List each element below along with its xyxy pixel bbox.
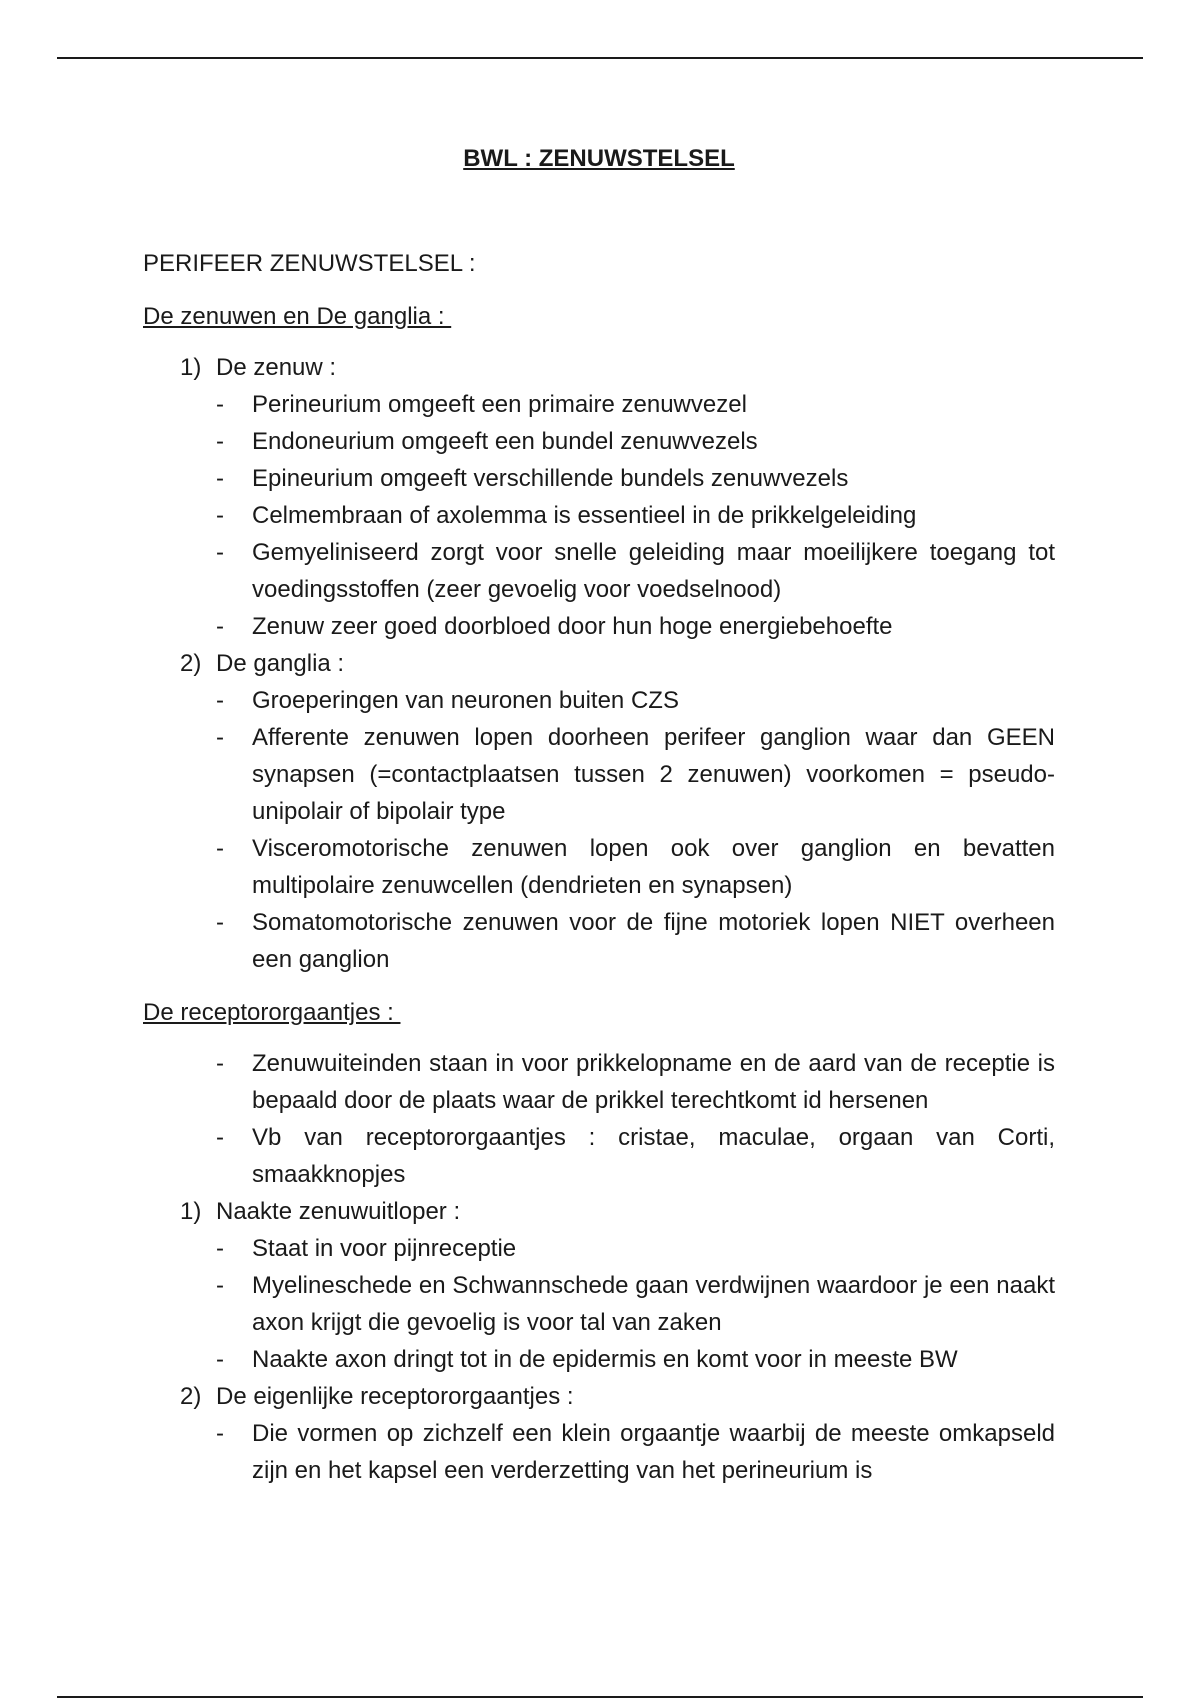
list-item: - Naakte axon dringt tot in de epidermis en komt voor in meeste BW bbox=[216, 1341, 1055, 1378]
section-heading-zenuwen-ganglia: De zenuwen en De ganglia : bbox=[143, 303, 452, 330]
item-label: De zenuw : bbox=[216, 354, 337, 381]
bullet-list-receptor-intro bbox=[143, 1045, 1055, 1193]
dash-marker: - bbox=[216, 1124, 224, 1151]
dash-marker: - bbox=[216, 539, 224, 566]
document-title: BWL : ZENUWSTELSEL bbox=[463, 145, 735, 172]
dash-marker: - bbox=[216, 613, 224, 640]
list-item: - Staat in voor pijnreceptie bbox=[216, 1230, 1055, 1267]
dash-marker: - bbox=[216, 687, 224, 714]
item-label: Naakte zenuwuitloper : bbox=[216, 1198, 461, 1225]
item-label: De ganglia : bbox=[216, 650, 345, 677]
list-item: - Somatomotorische zenuwen voor de fijne motoriek lopen NIET overheen een ganglion bbox=[216, 904, 1055, 978]
main-heading: PERIFEER ZENUWSTELSEL : bbox=[143, 250, 476, 277]
dash-marker: - bbox=[216, 502, 224, 529]
item-number: 2) bbox=[180, 1383, 202, 1410]
dash-marker: - bbox=[216, 1235, 224, 1262]
document-page bbox=[143, 140, 1055, 1489]
bullet-list-naakte-zenuwuitloper bbox=[143, 1230, 1055, 1378]
dash-marker: - bbox=[216, 1420, 224, 1447]
bullet-list-zenuw bbox=[143, 386, 1055, 645]
dash-marker: - bbox=[216, 835, 224, 862]
list-item: - Vb van receptororgaantjes : cristae, maculae, orgaan van Corti, smaakknopjes bbox=[216, 1119, 1055, 1193]
list-item: - Zenuw zeer goed doorbloed door hun hoge energiebehoefte bbox=[216, 608, 1055, 645]
dash-marker: - bbox=[216, 1272, 224, 1299]
numbered-item-ganglia bbox=[180, 645, 1055, 682]
list-item: - Epineurium omgeeft verschillende bundels zenuwvezels bbox=[216, 460, 1055, 497]
bullet-list-ganglia bbox=[143, 682, 1055, 978]
list-item: - Perineurium omgeeft een primaire zenuwvezel bbox=[216, 386, 1055, 423]
dash-marker: - bbox=[216, 391, 224, 418]
dash-marker: - bbox=[216, 1050, 224, 1077]
dash-marker: - bbox=[216, 465, 224, 492]
item-number: 1) bbox=[180, 354, 202, 381]
item-number: 1) bbox=[180, 1198, 202, 1225]
list-item: - Die vormen op zichzelf een klein orgaantje waarbij de meeste omkapseld zijn en het kapsel een verderzetting van het perineurium is bbox=[216, 1415, 1055, 1489]
list-item: - Groeperingen van neuronen buiten CZS bbox=[216, 682, 1055, 719]
list-item: - Gemyeliniseerd zorgt voor snelle geleiding maar moeilijkere toegang tot voedingsstoffen (zeer gevoelig voor voedselnood) bbox=[216, 534, 1055, 608]
list-item: - Zenuwuiteinden staan in voor prikkelopname en de aard van de receptie is bepaald door de plaats waar de prikkel terechtkomt id hersenen bbox=[216, 1045, 1055, 1119]
list-item: - Afferente zenuwen lopen doorheen perifeer ganglion waar dan GEEN synapsen (=contactplaatsen tussen 2 zenuwen) voorkomen = pseudo-unipolair of bipolair type bbox=[216, 719, 1055, 830]
numbered-item-zenuw bbox=[180, 349, 1055, 386]
dash-marker: - bbox=[216, 1346, 224, 1373]
list-item: - Endoneurium omgeeft een bundel zenuwvezels bbox=[216, 423, 1055, 460]
top-rule bbox=[57, 57, 1143, 59]
section-heading-receptororgaantjes: De receptororgaantjes : bbox=[143, 999, 401, 1026]
numbered-item-naakte-zenuwuitloper bbox=[180, 1193, 1055, 1230]
bullet-list-eigenlijke-receptororgaantjes bbox=[143, 1415, 1055, 1489]
numbered-item-eigenlijke-receptororgaantjes bbox=[180, 1378, 1055, 1415]
list-item: - Myelineschede en Schwannschede gaan verdwijnen waardoor je een naakt axon krijgt die gevoelig is voor tal van zaken bbox=[216, 1267, 1055, 1341]
list-item: - Visceromotorische zenuwen lopen ook over ganglion en bevatten multipolaire zenuwcellen (dendrieten en synapsen) bbox=[216, 830, 1055, 904]
bottom-rule bbox=[57, 1696, 1143, 1698]
dash-marker: - bbox=[216, 724, 224, 751]
item-number: 2) bbox=[180, 650, 202, 677]
item-label: De eigenlijke receptororgaantjes : bbox=[216, 1383, 574, 1410]
dash-marker: - bbox=[216, 428, 224, 455]
list-item: - Celmembraan of axolemma is essentieel in de prikkelgeleiding bbox=[216, 497, 1055, 534]
dash-marker: - bbox=[216, 909, 224, 936]
